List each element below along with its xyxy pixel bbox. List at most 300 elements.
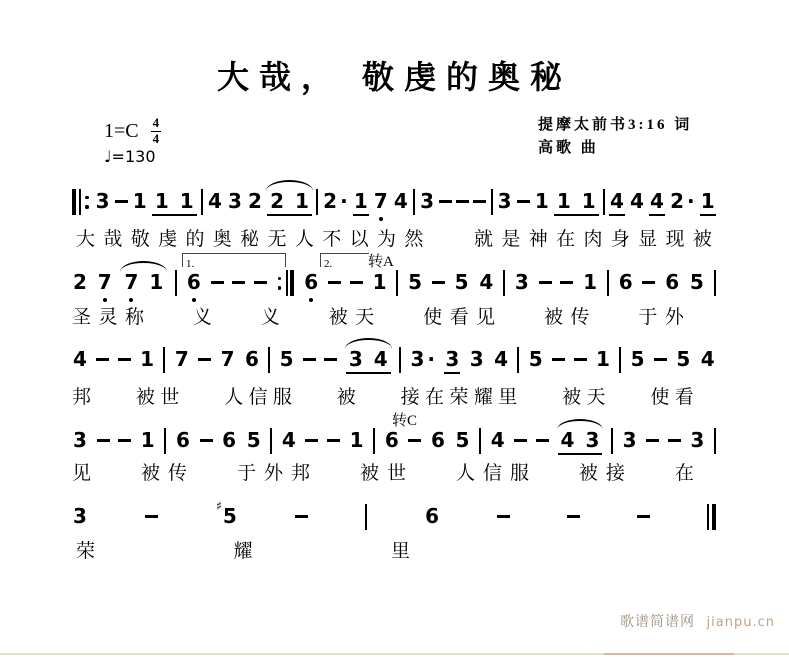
barline-stroke: [270, 428, 272, 454]
duration-dash: [118, 358, 131, 361]
repeat-dot: [278, 286, 282, 290]
lyric-syllable: 邦: [290, 463, 310, 484]
barline-stroke: [503, 270, 505, 296]
barline-stroke: [619, 347, 621, 373]
volta-bracket-2: [320, 253, 369, 270]
note-digit: 1: [581, 189, 596, 213]
barline-stroke: [714, 428, 716, 454]
note-1: [294, 189, 310, 214]
lyric-syllable: 在: [674, 463, 694, 484]
note-digit: 5: [246, 428, 261, 452]
barline: [607, 270, 609, 296]
lyric-gap: [503, 306, 537, 307]
duration-dash: [552, 358, 565, 361]
modulation-to-c-label: 转C: [392, 413, 418, 429]
note-4: [560, 428, 576, 453]
lyric-syllable: 敬: [130, 229, 150, 250]
note-4: [72, 347, 88, 372]
music-line-3-row: [72, 347, 716, 377]
duration-dash: [96, 358, 109, 361]
note-1: [700, 189, 716, 216]
lyric-gap: [361, 386, 395, 387]
lyric-syllable: 奥: [212, 229, 232, 250]
lyric-gap: [597, 306, 631, 307]
lyric-syllable: 见: [476, 307, 496, 328]
note-digit: 6: [222, 428, 237, 452]
note-3: [348, 347, 364, 372]
note-digit: 3: [514, 270, 529, 294]
duration-dash: [642, 281, 655, 284]
note-digit: 3: [497, 189, 512, 213]
note-6: [664, 270, 680, 295]
note-digit: 3: [348, 347, 363, 371]
lyric-syllable: 不: [322, 229, 342, 250]
note-3: [584, 428, 600, 453]
note-5: [454, 270, 470, 295]
lyric-syllable: 身: [610, 229, 630, 250]
note-digit: 1: [372, 270, 387, 294]
lyric-line: [72, 306, 684, 330]
time-signature-lower: 4: [152, 130, 160, 146]
note-4: [490, 428, 506, 453]
lyric-gap: [99, 462, 133, 463]
duration-dash: [115, 200, 128, 203]
note-4: [609, 189, 625, 216]
barline: [611, 428, 613, 454]
lyric-syllable: 服: [509, 463, 529, 484]
repeat-start-barline: [72, 189, 91, 215]
lyric-syllable: 虔: [158, 229, 178, 250]
note-3: [72, 504, 88, 529]
lyric-syllable: 外: [263, 463, 283, 484]
lyric-syllable: 然: [404, 229, 424, 250]
lyric-syllable: 信: [482, 463, 502, 484]
note-digit: 3: [420, 189, 435, 213]
note-6: [430, 428, 446, 453]
note-1: [582, 270, 598, 295]
barline-stroke: [712, 504, 716, 530]
note-1: [581, 189, 597, 214]
note-digit: 4: [373, 347, 388, 371]
note-digit: 2: [73, 270, 87, 294]
lyric-syllable: 耀: [473, 387, 493, 408]
note-7: [220, 347, 236, 372]
note-digit: 6: [304, 270, 319, 294]
lyric-gap: [414, 462, 448, 463]
note-digit: 7: [220, 347, 235, 371]
barline: [714, 428, 716, 454]
group-notes: [121, 270, 166, 295]
music-line-5-row: [72, 499, 716, 534]
note-digit: 4: [609, 189, 624, 213]
note-digit: 3: [95, 189, 110, 213]
lyric-syllable: 在: [556, 229, 576, 250]
note-7: [97, 270, 113, 295]
lyric-syllable: 看: [674, 387, 694, 408]
barline: [316, 189, 318, 215]
note-3: [689, 428, 705, 453]
note-1: [179, 189, 195, 214]
barline-stroke: [72, 189, 76, 215]
duration-dash: [514, 439, 527, 442]
note-digit: 7: [124, 270, 139, 294]
duration-dash: [517, 200, 530, 203]
lyric-gap: [633, 462, 667, 463]
lyric-syllable: 人: [224, 387, 244, 408]
note-digit: 3: [690, 428, 705, 452]
note-digit: 3: [410, 347, 425, 371]
barline-stroke: [286, 270, 288, 296]
lyric-syllable: 于: [236, 463, 256, 484]
note-digit: 2: [670, 189, 685, 213]
music-line-1-row: [72, 189, 716, 219]
note-digit: 7: [373, 189, 388, 213]
lyric-gap: [432, 228, 466, 229]
barline-stroke: [163, 347, 165, 373]
duration-dash: [654, 358, 667, 361]
slurred-note-group: [121, 270, 166, 295]
note-digit: 3: [73, 428, 87, 452]
note-1: [556, 189, 572, 214]
music-line: [72, 499, 716, 534]
note-5: [689, 270, 705, 295]
slurred-note-group: [346, 347, 391, 374]
lyric-syllable: 里: [390, 541, 410, 562]
note-1: [154, 189, 170, 214]
note-6: [244, 347, 260, 372]
lyric-syllable: 被: [692, 229, 712, 250]
lyric-syllable: 是: [501, 229, 521, 250]
music-line: [72, 428, 716, 458]
barline: [603, 189, 605, 215]
note-3: [622, 428, 638, 453]
duration-dash: [211, 281, 224, 284]
note-digit: 1: [700, 189, 715, 213]
lyric-syllable: 被: [328, 307, 348, 328]
note-1: [132, 189, 148, 214]
barline: [201, 189, 203, 215]
duration-dash: [327, 439, 340, 442]
volta-bracket-1: [182, 253, 286, 270]
barline: [396, 270, 398, 296]
note-2: [669, 189, 696, 214]
note-digit: 1: [349, 428, 364, 452]
note-4: [478, 270, 494, 295]
lyric-syllable: 称: [124, 307, 144, 328]
duration-dash: [350, 281, 363, 284]
lyric-syllable: 外: [664, 307, 684, 328]
lyric-gap: [523, 386, 557, 387]
note-digit: 4: [73, 347, 87, 371]
lyric-syllable: 灵: [98, 307, 118, 328]
note-digit: 1: [132, 189, 147, 213]
note-digit: 6: [175, 428, 190, 452]
group-notes: [346, 347, 391, 374]
note-2: [269, 189, 285, 214]
note-digit: 5: [454, 270, 469, 294]
lyric-syllable: 里: [498, 387, 518, 408]
volta-2-label: 2.: [324, 258, 333, 270]
note-1: [140, 428, 156, 453]
note-4: [649, 189, 665, 216]
note-2: [322, 189, 349, 214]
note-1: [139, 347, 155, 372]
duration-dash: [254, 281, 267, 284]
note-digit: 6: [618, 270, 633, 294]
note-6: [384, 428, 400, 453]
note-6: [175, 428, 191, 453]
note-digit: 1: [140, 428, 155, 452]
bottom-rule-accent: [604, 653, 734, 655]
lyric-syllable: 的: [185, 229, 205, 250]
duration-dash: [118, 439, 131, 442]
barline: [491, 189, 493, 215]
key-signature: [104, 116, 161, 147]
barline-stroke: [316, 189, 318, 215]
repeat-dot: [85, 205, 89, 209]
note-5: [630, 347, 646, 372]
note-digit: 3: [227, 189, 242, 213]
lyric-syllable: 神: [528, 229, 548, 250]
note-digit: 5: [279, 347, 294, 371]
lyric-gap: [537, 462, 571, 463]
note-digit: 2: [323, 189, 338, 213]
note-digit: 5: [630, 347, 645, 371]
note-digit: 5: [408, 270, 423, 294]
credits: [538, 114, 692, 161]
barline-stroke: [373, 428, 375, 454]
lyric-syllable: 以: [349, 229, 369, 250]
lyric-syllable: 现: [665, 229, 685, 250]
note-2: [247, 189, 263, 214]
duration-dash: [97, 439, 110, 442]
note-digit: 1: [353, 189, 368, 213]
lyricist-credit: 提摩太前书3:16 词: [538, 117, 693, 133]
barline-stroke: [607, 270, 609, 296]
barline: [163, 347, 165, 373]
barline-stroke: [479, 428, 481, 454]
note-3: [419, 189, 435, 214]
lyric-gap: [195, 462, 229, 463]
duration-dash: [324, 358, 337, 361]
note-digit: 7: [97, 270, 112, 294]
duration-dash: [567, 515, 580, 518]
duration-dash: [536, 439, 549, 442]
lyric-gap: [151, 306, 185, 307]
lyric-syllable: 天: [355, 307, 375, 328]
note-digit: 5: [222, 504, 237, 528]
group-notes: [558, 428, 603, 455]
barline: [479, 428, 481, 454]
lyric-syllable: 肉: [583, 229, 603, 250]
duration-dash: [456, 200, 469, 203]
barline-stroke: [365, 504, 367, 530]
note-7: [123, 270, 139, 295]
lyric-line: [72, 462, 694, 486]
barline: [619, 347, 621, 373]
lyric-gap: [219, 306, 253, 307]
augmentation-dot: ·: [427, 347, 435, 371]
lyric-syllable: 哉: [103, 229, 123, 250]
note-digit: 4: [393, 189, 408, 213]
note-6: [618, 270, 634, 295]
barline-stroke: [268, 347, 270, 373]
note-digit: 4: [281, 428, 296, 452]
lyric-syllable: 传: [570, 307, 590, 328]
barline: [268, 347, 270, 373]
note-4: [700, 347, 716, 372]
watermark: [620, 611, 775, 631]
lyric-syllable: 义: [260, 307, 280, 328]
note-digit: 2: [248, 189, 262, 213]
note-4: [207, 189, 223, 214]
note-digit: 5: [455, 428, 470, 452]
barline: [413, 189, 415, 215]
beamed-note-group: [554, 189, 599, 216]
duration-dash: [646, 439, 659, 442]
beamed-note-group: [152, 189, 197, 216]
duration-dash: [200, 439, 213, 442]
note-digit: 5: [689, 270, 704, 294]
lyric-syllable: 被: [359, 463, 379, 484]
barline-stroke: [396, 270, 398, 296]
note-3: [444, 347, 460, 374]
lyric-gap: [297, 386, 331, 387]
note-3: [497, 189, 513, 214]
repeat-dot: [85, 196, 89, 200]
lyric-syllable: 圣: [72, 307, 92, 328]
barline-stroke: [611, 428, 613, 454]
barline: [517, 347, 519, 373]
barline-stroke: [290, 270, 294, 296]
final-barline: [707, 504, 716, 530]
lyric-syllable: 人: [455, 463, 475, 484]
lyric-syllable: 人: [294, 229, 314, 250]
barline: [399, 347, 401, 373]
group-notes: [152, 189, 197, 216]
lyric-syllable: 看: [449, 307, 469, 328]
duration-dash: [232, 281, 245, 284]
lyric-gap: [382, 306, 416, 307]
barline-stroke: [491, 189, 493, 215]
note-digit: 2: [270, 189, 284, 213]
lyric-syllable: 世: [386, 463, 406, 484]
lyric-syllable: 接: [400, 387, 420, 408]
note-6: [221, 428, 237, 453]
barline-stroke: [714, 270, 716, 296]
note-digit: 4: [490, 428, 505, 452]
note-2: [72, 270, 88, 295]
lyric-syllable: 在: [425, 387, 445, 408]
lyric-gap: [611, 386, 645, 387]
note-5: [407, 270, 423, 295]
duration-dash: [574, 358, 587, 361]
composer-credit: 高歌 曲: [538, 140, 599, 157]
lyric-syllable: 为: [376, 229, 396, 250]
lyric-syllable: 被: [543, 307, 563, 328]
note-3: [72, 428, 88, 453]
key-label: 1=C: [104, 119, 139, 142]
note-3: [514, 270, 530, 295]
note-digit: 4: [207, 189, 222, 213]
lyric-syllable: 被: [562, 387, 582, 408]
note-digit: 4: [630, 189, 644, 213]
duration-dash: [305, 439, 318, 442]
note-digit: 4: [494, 347, 508, 371]
note-5: [215, 499, 238, 529]
lyric-syllable: 使: [650, 387, 670, 408]
music-line-4-row: [72, 413, 716, 458]
lyric-syllable: 服: [272, 387, 292, 408]
modulation-to-a-label: 转A: [368, 254, 394, 270]
barline-stroke: [175, 270, 177, 296]
duration-dash: [432, 281, 445, 284]
lyric-syllable: 被: [578, 463, 598, 484]
note-5: [246, 428, 262, 453]
note-3: [409, 347, 436, 372]
note-digit: 6: [425, 504, 440, 528]
barline: [164, 428, 166, 454]
note-digit: 1: [149, 270, 164, 294]
barline-stroke: [517, 347, 519, 373]
note-1: [372, 270, 388, 295]
time-signature-upper: 4: [152, 115, 160, 130]
lyric-syllable: 邦: [72, 387, 92, 408]
augmentation-dot: ·: [340, 189, 348, 213]
barline: [365, 504, 367, 530]
note-digit: 4: [650, 189, 664, 213]
repeat-dot: [278, 277, 282, 281]
duration-dash: [439, 200, 452, 203]
barline: [503, 270, 505, 296]
watermark-site-name: 歌谱简谱网: [620, 615, 696, 630]
note-1: [148, 270, 164, 295]
barline-stroke: [164, 428, 166, 454]
lyric-syllable: 天: [586, 387, 606, 408]
note-4: [373, 347, 389, 372]
duration-dash: [295, 515, 308, 518]
note-digit: 3: [469, 347, 484, 371]
note-digit: 5: [676, 347, 691, 371]
lyric-gap: [287, 306, 321, 307]
duration-dash: [303, 358, 316, 361]
tempo-marking: ♩=130: [104, 147, 156, 166]
group-notes: [554, 189, 599, 216]
note-digit: 4: [479, 270, 494, 294]
note-digit: 1: [595, 347, 610, 371]
note-digit: 3: [73, 504, 87, 528]
lyric-syllable: 被: [140, 463, 160, 484]
lyric-syllable: 秘: [240, 229, 260, 250]
lyric-line: [76, 540, 410, 564]
lyric-syllable: 荣: [76, 541, 96, 562]
note-digit: 3: [622, 428, 637, 452]
lyric-syllable: 被: [336, 387, 356, 408]
lyric-line: [72, 386, 694, 410]
group-notes: [267, 189, 312, 216]
note-digit: 1: [583, 270, 598, 294]
watermark-url: jianpu.cn: [706, 615, 775, 630]
lyric-syllable: 使: [423, 307, 443, 328]
barline-stroke: [399, 347, 401, 373]
note-digit: 1: [179, 189, 194, 213]
note-6: [186, 270, 202, 295]
barline: [373, 428, 375, 454]
barline-stroke: [707, 504, 709, 530]
duration-dash: [473, 200, 486, 203]
lyric-syllable: 传: [167, 463, 187, 484]
duration-dash: [198, 358, 211, 361]
